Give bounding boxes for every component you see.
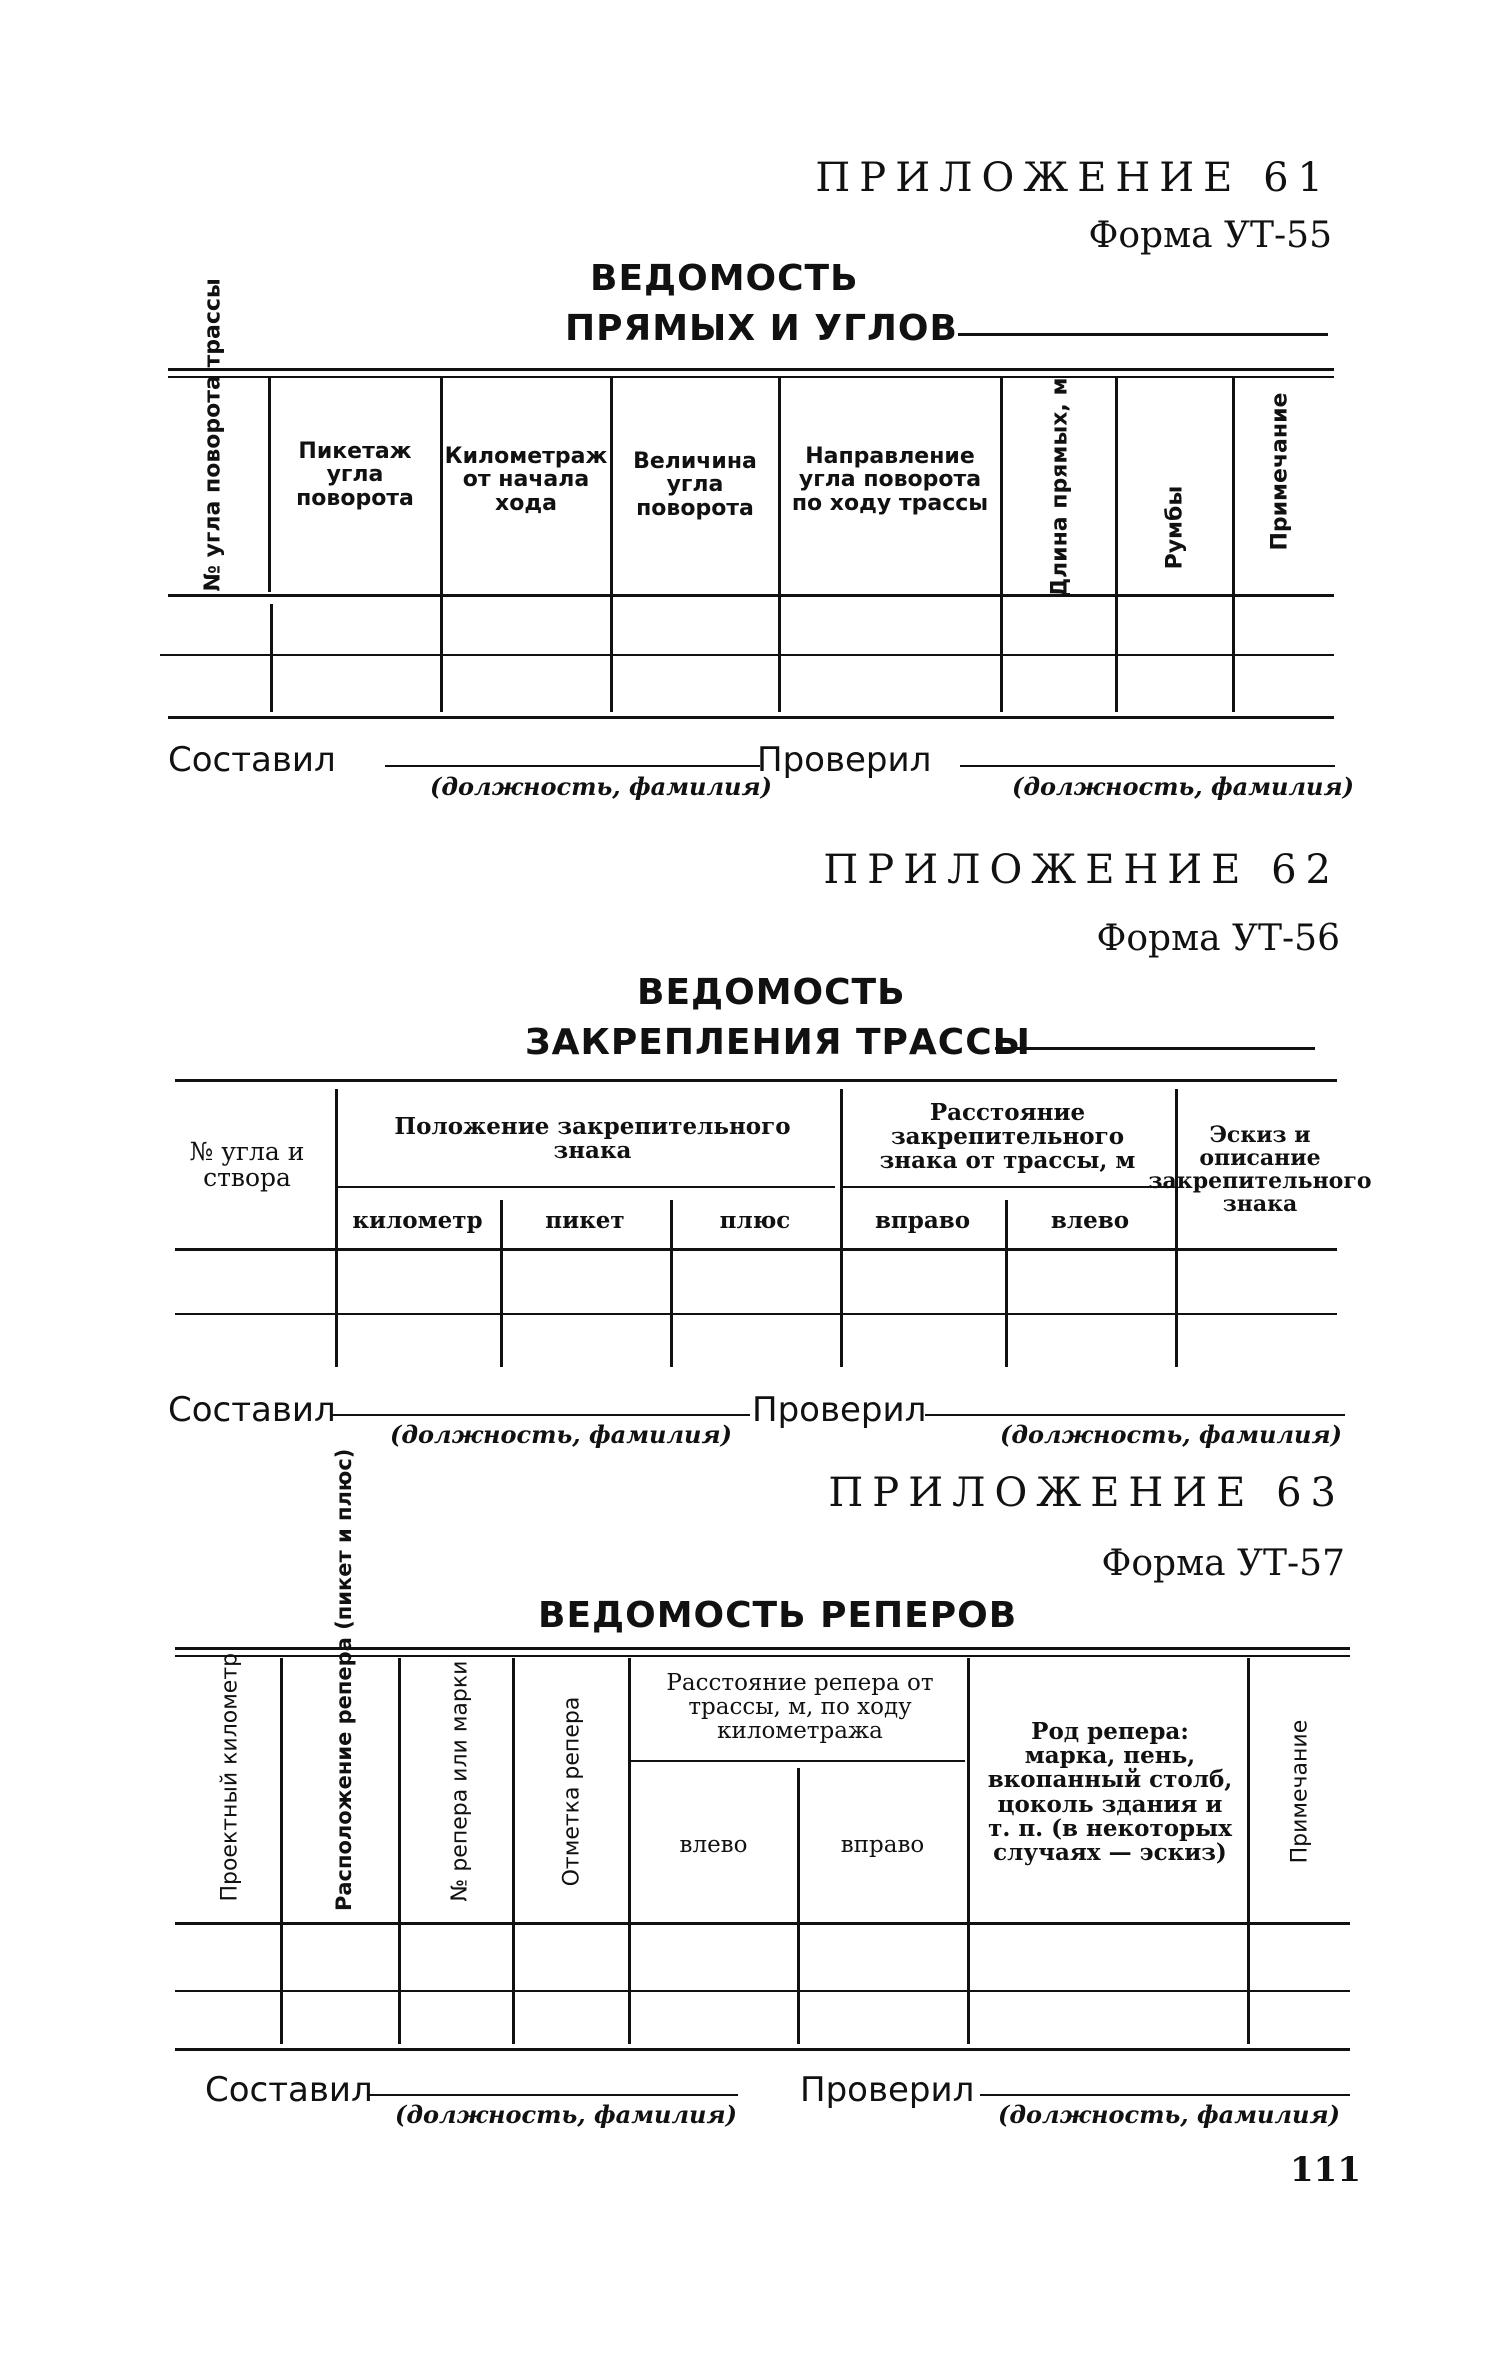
col-group-distance: Расстояние репера от трассы, м, по ходу километража	[666, 1669, 934, 1745]
table-63-divider	[967, 1658, 970, 2044]
col-angle-number: № угла поворота трассы	[200, 278, 226, 592]
col-rhumbs: Румбы	[1162, 485, 1188, 570]
page-number: 111	[1290, 2150, 1361, 2190]
appendix-61-title: ПРИЛОЖЕНИЕ 61	[815, 155, 1332, 201]
table-63-row-rule	[175, 1990, 1350, 1992]
compiled-line[interactable]	[385, 765, 760, 767]
table-61-bottom-rule	[168, 716, 1334, 719]
table-62-sub-rule	[840, 1186, 1172, 1188]
table-61-row-rule	[160, 654, 1334, 656]
table-61-header-rule	[168, 594, 1334, 597]
table-63-divider	[797, 1768, 800, 2044]
checked-line[interactable]	[980, 2094, 1350, 2096]
appendix-62-heading-line1: ВЕДОМОСТЬ	[637, 972, 906, 1013]
checked-label: Проверил	[757, 740, 932, 780]
compiled-line[interactable]	[368, 2094, 738, 2096]
table-62-top-rule	[175, 1079, 1337, 1082]
compiled-label: Составил	[205, 2070, 373, 2110]
checked-hint: (должность, фамилия)	[1012, 772, 1354, 801]
table-62-sub-rule	[335, 1186, 835, 1188]
sub-kilometer: километр	[352, 1206, 483, 1234]
table-61-divider	[1000, 378, 1003, 712]
table-63-divider	[1247, 1658, 1250, 2044]
checked-hint: (должность, фамилия)	[998, 2100, 1340, 2129]
checked-label: Проверил	[752, 1390, 927, 1430]
checked-hint: (должность, фамилия)	[1000, 1420, 1342, 1449]
compiled-hint: (должность, фамилия)	[390, 1420, 732, 1449]
col-group-distance: Расстояние закрепительного знака от трассы, м	[879, 1098, 1136, 1175]
table-63-sub-rule	[630, 1760, 965, 1762]
table-61-top-rule	[168, 368, 1334, 371]
checked-line[interactable]	[925, 1414, 1345, 1416]
sub-plus: плюс	[719, 1206, 791, 1234]
appendix-61-form-code: Форма УТ-55	[1088, 215, 1332, 256]
appendix-62-form-code: Форма УТ-56	[1096, 918, 1340, 959]
appendix-63-heading: ВЕДОМОСТЬ РЕПЕРОВ	[538, 1595, 1018, 1636]
col-direction: Направление угла поворота по ходу трассы	[791, 444, 989, 516]
table-61-divider	[440, 378, 443, 712]
table-63-divider	[628, 1658, 631, 2044]
col-angle-alignment: № угла и створа	[189, 1136, 305, 1192]
table-61-divider	[268, 378, 271, 592]
col-kilometrage: Километраж от начала хода	[444, 444, 608, 516]
col-note: Примечание	[1287, 1719, 1313, 1864]
appendix-63-title: ПРИЛОЖЕНИЕ 63	[828, 1470, 1345, 1516]
checked-line[interactable]	[960, 765, 1335, 767]
compiled-label: Составил	[168, 1390, 336, 1430]
sub-picket: пикет	[545, 1206, 625, 1234]
col-picket: Пикетаж угла поворота	[296, 439, 414, 511]
table-63-header-rule	[175, 1922, 1350, 1925]
col-benchmark-number: № репера или марки	[447, 1660, 473, 1902]
table-62-row-rule	[175, 1313, 1337, 1315]
table-63-divider	[280, 1658, 283, 2044]
col-elevation: Отметка репера	[559, 1696, 585, 1887]
col-length: Длина прямых, м	[1047, 377, 1073, 598]
sub-right: вправо	[874, 1206, 971, 1234]
appendix-62-heading-line2: ЗАКРЕПЛЕНИЯ ТРАССЫ	[525, 1022, 1031, 1063]
checked-label: Проверил	[800, 2070, 975, 2110]
heading-underline	[958, 333, 1328, 336]
col-location: Расположение репера (пикет и плюс)	[331, 1448, 356, 1912]
col-note: Примечание	[1267, 392, 1293, 551]
sub-left: влево	[679, 1831, 748, 1858]
compiled-hint: (должность, фамилия)	[430, 772, 772, 801]
col-sketch: Эскиз и описание закрепительного знака	[1148, 1121, 1372, 1218]
col-angle-value: Величина угла поворота	[633, 449, 757, 521]
compiled-line[interactable]	[330, 1414, 750, 1416]
table-63-bottom-rule	[175, 2048, 1350, 2051]
sub-right: вправо	[840, 1831, 925, 1858]
table-61-divider	[778, 378, 781, 712]
col-design-km: Проектный километр	[217, 1652, 243, 1902]
heading-underline	[995, 1047, 1315, 1050]
col-benchmark-type: Род репера: марка, пень, вкопанный столб, цоколь здания и т. п. (в некоторых случаях — эскиз)	[987, 1718, 1233, 1866]
table-61-divider	[1115, 378, 1118, 712]
table-61-divider	[610, 378, 613, 712]
table-63-divider	[512, 1658, 515, 2044]
appendix-63-form-code: Форма УТ-57	[1101, 1543, 1345, 1584]
table-61-divider	[1232, 378, 1235, 712]
compiled-hint: (должность, фамилия)	[395, 2100, 737, 2129]
table-61-divider	[270, 604, 273, 712]
appendix-61-heading-line1: ВЕДОМОСТЬ	[590, 258, 859, 299]
table-61-top-rule-inner	[168, 376, 1334, 378]
table-62-header-rule	[175, 1248, 1337, 1251]
sub-left: влево	[1050, 1206, 1130, 1234]
table-63-divider	[398, 1658, 401, 2044]
compiled-label: Составил	[168, 740, 336, 780]
appendix-61-heading-line2: ПРЯМЫХ И УГЛОВ	[565, 308, 958, 349]
col-group-position: Положение закрепительного знака	[394, 1112, 791, 1164]
appendix-62-title: ПРИЛОЖЕНИЕ 62	[823, 847, 1340, 893]
